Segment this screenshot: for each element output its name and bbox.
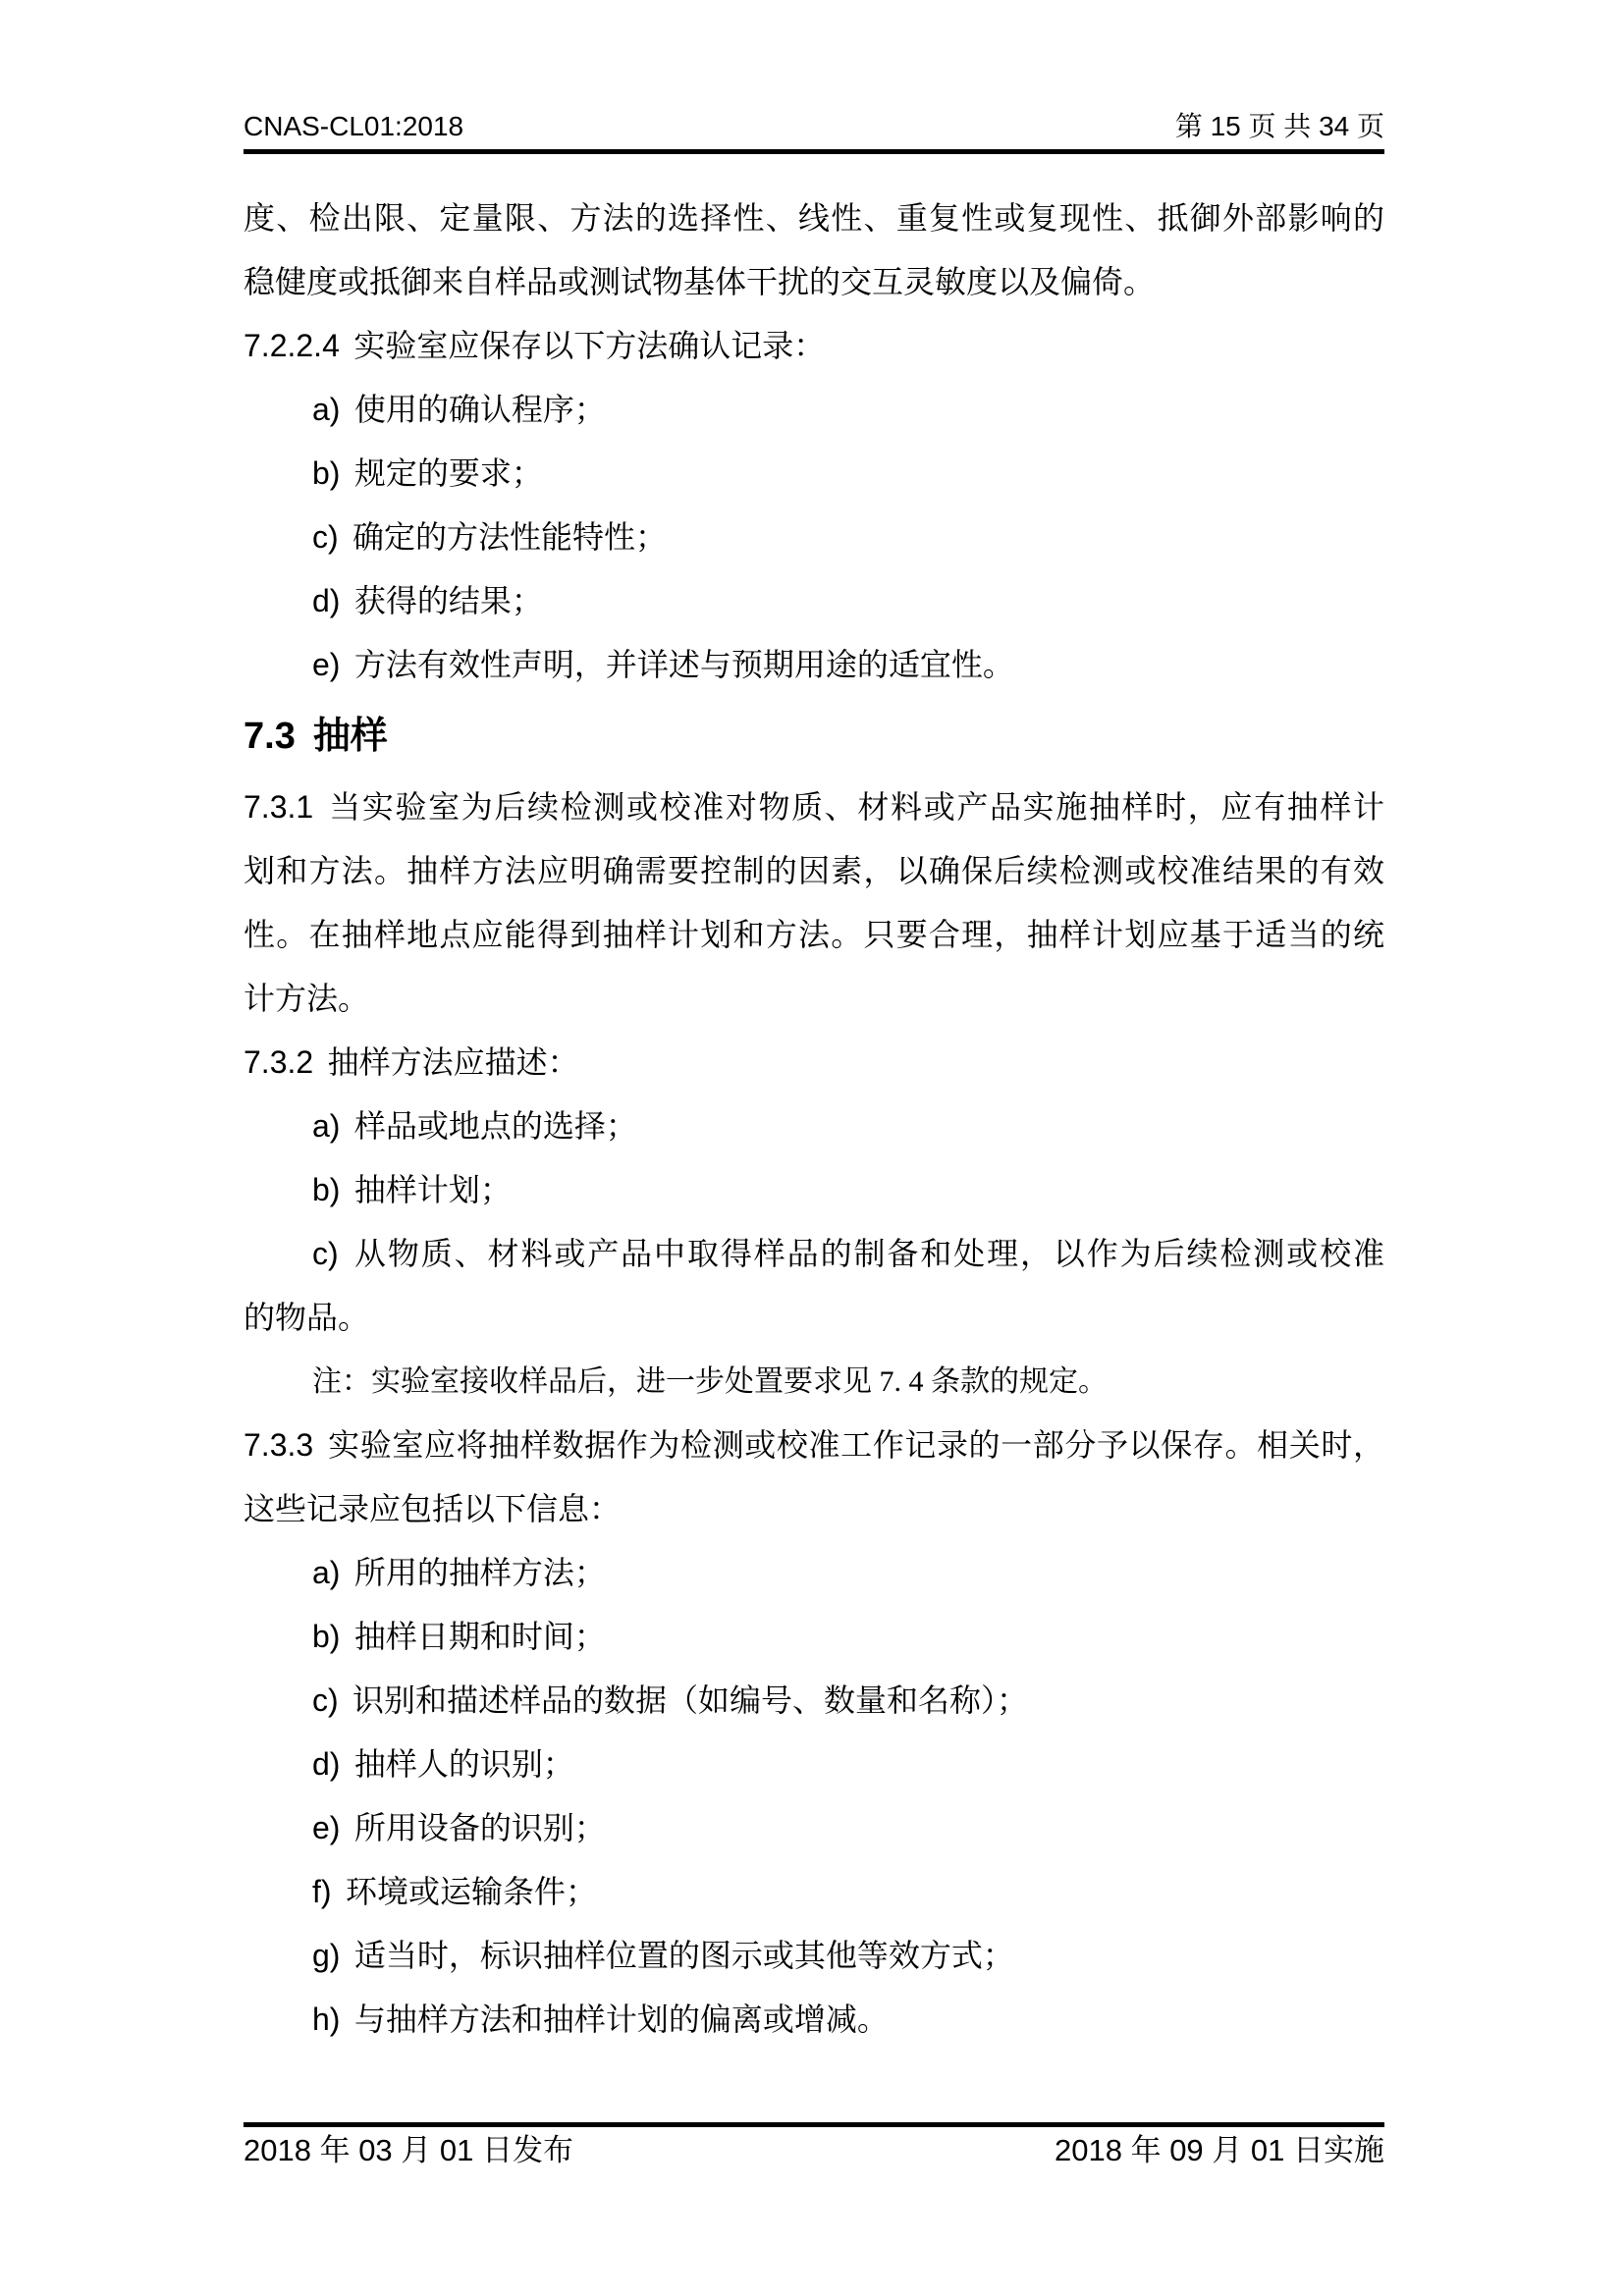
list-marker: a) xyxy=(312,392,341,427)
list-marker: b) xyxy=(312,1619,341,1654)
list-marker: c) xyxy=(312,1236,339,1271)
list-marker: b) xyxy=(312,455,341,491)
list-marker: e) xyxy=(312,647,341,682)
note-line: 注：实验室接收样品后，进一步处置要求见 7. 4 条款的规定。 xyxy=(312,1365,1108,1398)
list-item xyxy=(244,1605,1384,1669)
list-text: 使用的确认程序； xyxy=(353,392,606,427)
list-marker: e) xyxy=(312,1810,341,1845)
list-text: 抽样人的识别； xyxy=(353,1746,574,1782)
list-item xyxy=(244,1733,1384,1796)
list-text: 样品或地点的选择； xyxy=(353,1108,637,1144)
list-item xyxy=(244,1796,1384,1860)
list-item xyxy=(244,569,1384,633)
page-header xyxy=(244,110,1384,143)
body-line: 划和方法。抽样方法应明确需要控制的因素，以确保后续检测或校准结果的有效 xyxy=(244,853,1384,888)
list-item xyxy=(244,1924,1384,1988)
list-text: 抽样计划； xyxy=(353,1172,512,1207)
list-marker: h) xyxy=(312,2002,341,2037)
list-marker: f) xyxy=(312,1874,332,1909)
page-footer xyxy=(244,2132,1384,2169)
clause-line xyxy=(244,775,1384,839)
list-text: 所用设备的识别； xyxy=(353,1810,606,1845)
clause-text: 抽样方法应描述： xyxy=(327,1044,579,1080)
header-rule xyxy=(244,149,1384,154)
body-line: 稳健度或抵御来自样品或测试物基体干扰的交互灵敏度以及偏倚。 xyxy=(244,264,1156,299)
list-marker: d) xyxy=(312,583,341,618)
list-item xyxy=(244,1988,1384,2052)
list-text: 与抽样方法和抽样计划的偏离或增减。 xyxy=(353,2002,889,2037)
implementation-date: 2018 年 09 月 01 日实施 xyxy=(1055,2133,1384,2167)
section-number: 7.3 xyxy=(244,716,296,757)
section-heading xyxy=(244,697,1384,775)
list-marker: d) xyxy=(312,1746,341,1782)
list-marker: b) xyxy=(312,1172,341,1207)
page-number: 第 15 页 共 34 页 xyxy=(1174,111,1384,141)
list-marker: a) xyxy=(312,1108,341,1144)
list-item xyxy=(244,442,1384,506)
clause-line xyxy=(244,314,1384,378)
list-text: 确定的方法性能特性； xyxy=(352,519,668,555)
clause-number: 7.3.3 xyxy=(244,1427,314,1463)
list-item xyxy=(244,1669,1384,1733)
clause-line xyxy=(244,1414,1384,1477)
list-text: 方法有效性声明，并详述与预期用途的适宜性。 xyxy=(353,647,1014,682)
clause-text: 实验室应保存以下方法确认记录： xyxy=(353,328,826,363)
body-line: 性。在抽样地点应能得到抽样计划和方法。只要合理，抽样计划应基于适当的统 xyxy=(244,917,1384,952)
list-item xyxy=(244,1541,1384,1605)
list-marker: a) xyxy=(312,1555,341,1590)
list-text: 获得的结果； xyxy=(353,583,543,618)
footer-rule xyxy=(244,2122,1384,2127)
list-item xyxy=(244,506,1384,569)
clause-text: 当实验室为后续检测或校准对物质、材料或产品实施抽样时，应有抽样计 xyxy=(327,789,1384,825)
list-marker: c) xyxy=(312,1682,339,1718)
list-item xyxy=(244,633,1384,697)
clause-line xyxy=(244,1031,1384,1095)
document-body xyxy=(244,187,1384,2052)
list-text: 规定的要求； xyxy=(353,455,543,491)
list-text: 从物质、材料或产品中取得样品的制备和处理，以作为后续检测或校准 xyxy=(352,1236,1384,1271)
list-item xyxy=(244,378,1384,442)
list-marker: g) xyxy=(312,1938,341,1973)
list-text: 环境或运输条件； xyxy=(345,1874,597,1909)
list-item xyxy=(244,1222,1384,1286)
body-line: 计方法。 xyxy=(244,981,370,1016)
body-line: 度、检出限、定量限、方法的选择性、线性、重复性或复现性、抵御外部影响的 xyxy=(244,200,1384,236)
body-line: 的物品。 xyxy=(244,1300,370,1335)
list-item xyxy=(244,1095,1384,1158)
doc-code: CNAS-CL01:2018 xyxy=(244,111,464,141)
issue-date: 2018 年 03 月 01 日发布 xyxy=(244,2133,573,2167)
clause-number: 7.3.2 xyxy=(244,1044,314,1080)
list-text: 适当时，标识抽样位置的图示或其他等效方式； xyxy=(353,1938,1014,1973)
section-title: 抽样 xyxy=(312,716,388,757)
clause-number: 7.3.1 xyxy=(244,789,314,825)
list-text: 所用的抽样方法； xyxy=(353,1555,606,1590)
list-item xyxy=(244,1860,1384,1924)
clause-text: 实验室应将抽样数据作为检测或校准工作记录的一部分予以保存。相关时， xyxy=(327,1427,1384,1463)
list-marker: c) xyxy=(312,519,339,555)
body-line: 这些记录应包括以下信息： xyxy=(244,1491,622,1526)
list-item xyxy=(244,1158,1384,1222)
list-text: 抽样日期和时间； xyxy=(353,1619,606,1654)
clause-number: 7.2.2.4 xyxy=(244,328,340,363)
list-text: 识别和描述样品的数据（如编号、数量和名称）； xyxy=(352,1682,1029,1718)
